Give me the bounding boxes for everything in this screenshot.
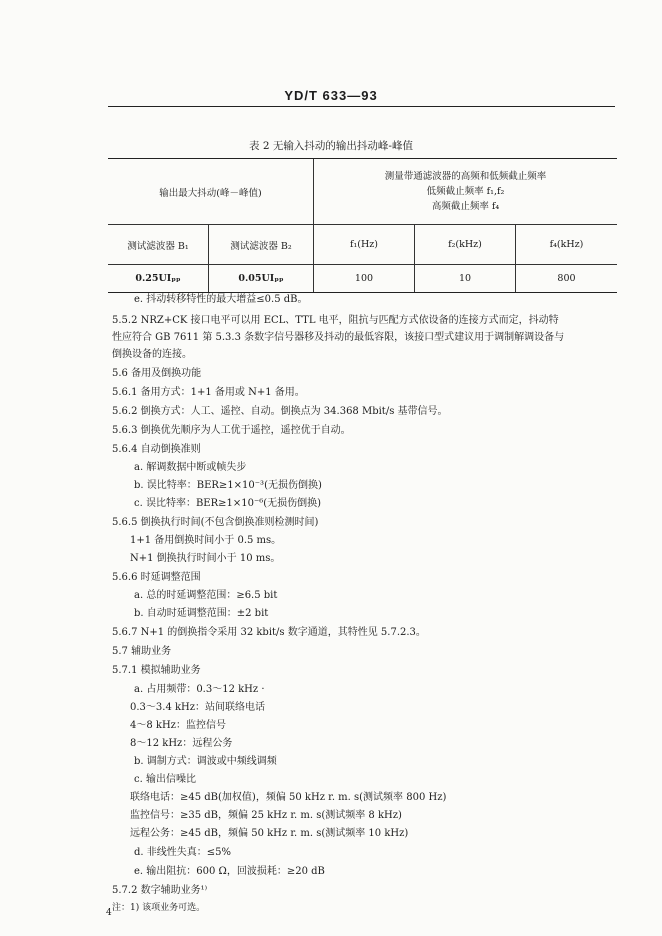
list-item: a. 解调数据中断或帧失步 <box>134 462 247 473</box>
section-heading: 5.6.5 倒换执行时间(不包含倒换准则检测时间) <box>112 517 319 528</box>
list-item: a. 总的时延调整范围：≥6.5 bit <box>134 590 278 601</box>
section-heading: 5.6.6 时延调整范围 <box>112 572 201 583</box>
page-number: 4 <box>106 908 112 918</box>
text-line: 4～8 kHz：监控信号 <box>130 720 226 731</box>
section-heading: 5.7.2 数字辅助业务¹⁾ <box>112 885 208 896</box>
list-item: c. 误比特率：BER≥1×10⁻⁶(无损伤倒换) <box>134 498 322 509</box>
table-header-cell: f₄(kHz) <box>516 225 618 265</box>
text-line: N+1 倒换执行时间小于 10 ms。 <box>130 553 281 564</box>
table-header-cell: f₁(Hz) <box>314 225 415 265</box>
list-item: c. 输出信噪比 <box>134 774 196 785</box>
list-item: e. 输出阻抗：600 Ω，回波损耗：≥20 dB <box>134 866 325 877</box>
table-header-cell: f₂(kHz) <box>415 225 516 265</box>
freq-header-line-2: 低频截止频率 f₁,f₂ <box>426 186 505 197</box>
text-line: 5.6.2 倒换方式：人工、遥控、自动。倒换点为 34.368 Mbit/s 基带信号。 <box>112 406 448 417</box>
text-line: 远程公务：≥45 dB，频偏 50 kHz r. m. s(测试频率 10 kHz) <box>130 828 409 839</box>
freq-header-line-3: 高频截止频率 f₄ <box>431 201 500 212</box>
header-rule <box>108 106 615 107</box>
text-line: 性应符合 GB 7611 第 5.3.3 条数字信号器移及抖动的最低容限，该接口型式建议用于调制解调设备与 <box>112 332 565 343</box>
table-caption: 表 2 无输入抖动的输出抖动峰-峰值 <box>249 140 413 152</box>
table-group-header-output-jitter: 输出最大抖动(峰－峰值) <box>108 159 314 225</box>
list-item: b. 自动时延调整范围：±2 bit <box>134 608 269 619</box>
section-heading: 5.6 备用及倒换功能 <box>112 368 202 379</box>
list-item: b. 调制方式：调波或中频线调频 <box>134 756 277 767</box>
text-line: 倒换设备的连接。 <box>112 349 192 360</box>
text-line: 0.3～3.4 kHz：站间联络电话 <box>130 702 266 713</box>
standard-number-header: YD/T 633—93 <box>284 88 378 103</box>
text-line: 8～12 kHz：远程公务 <box>130 738 233 749</box>
table-cell: 10 <box>415 265 516 293</box>
list-item: d. 非线性失真：≤5% <box>134 847 232 858</box>
text-line: e. 抖动转移特性的最大增益≤0.5 dB。 <box>134 294 308 305</box>
footnote: 注：1) 该项业务可选。 <box>112 903 206 913</box>
freq-header-line-1: 测量带通滤波器的高频和低频截止频率 <box>384 171 547 182</box>
table-cell: 100 <box>314 265 415 293</box>
section-heading: 5.6.4 自动倒换准则 <box>112 444 201 455</box>
text-line: 5.6.1 备用方式：1+1 备用或 N+1 备用。 <box>112 387 305 398</box>
text-line: 5.5.2 NRZ+CK 接口电平可以用 ECL、TTL 电平，阻抗与匹配方式依设备的连接方式而定，抖动特 <box>112 315 559 326</box>
text-line: 5.6.3 倒换优先顺序为人工优于遥控，遥控优于自动。 <box>112 425 351 436</box>
text-line: 联络电话：≥45 dB(加权值)，频偏 50 kHz r. m. s(测试频率 800 Hz) <box>130 792 447 803</box>
section-heading: 5.7.1 模拟辅助业务 <box>112 665 201 676</box>
jitter-table <box>108 158 617 293</box>
table-header-cell: 测试滤波器 B₁ <box>108 225 209 265</box>
text-line: 5.6.7 N+1 的倒换指令采用 32 kbit/s 数字通道，其特性见 5.7.2.3。 <box>112 627 426 638</box>
text-line: 1+1 备用倒换时间小于 0.5 ms。 <box>130 535 282 546</box>
table-cell: 0.25UIₚₚ <box>108 265 209 293</box>
list-item: a. 占用频带：0.3～12 kHz · <box>134 684 265 695</box>
section-heading: 5.7 辅助业务 <box>112 646 172 657</box>
text-line: 监控信号：≥35 dB，频偏 25 kHz r. m. s(测试频率 8 kHz) <box>130 810 402 821</box>
table-cell: 800 <box>516 265 618 293</box>
table-group-header-filter-freq <box>314 159 618 225</box>
list-item: b. 误比特率：BER≥1×10⁻³(无损伤倒换) <box>134 480 322 491</box>
table-header-cell: 测试滤波器 B₂ <box>209 225 314 265</box>
table-cell: 0.05UIₚₚ <box>209 265 314 293</box>
